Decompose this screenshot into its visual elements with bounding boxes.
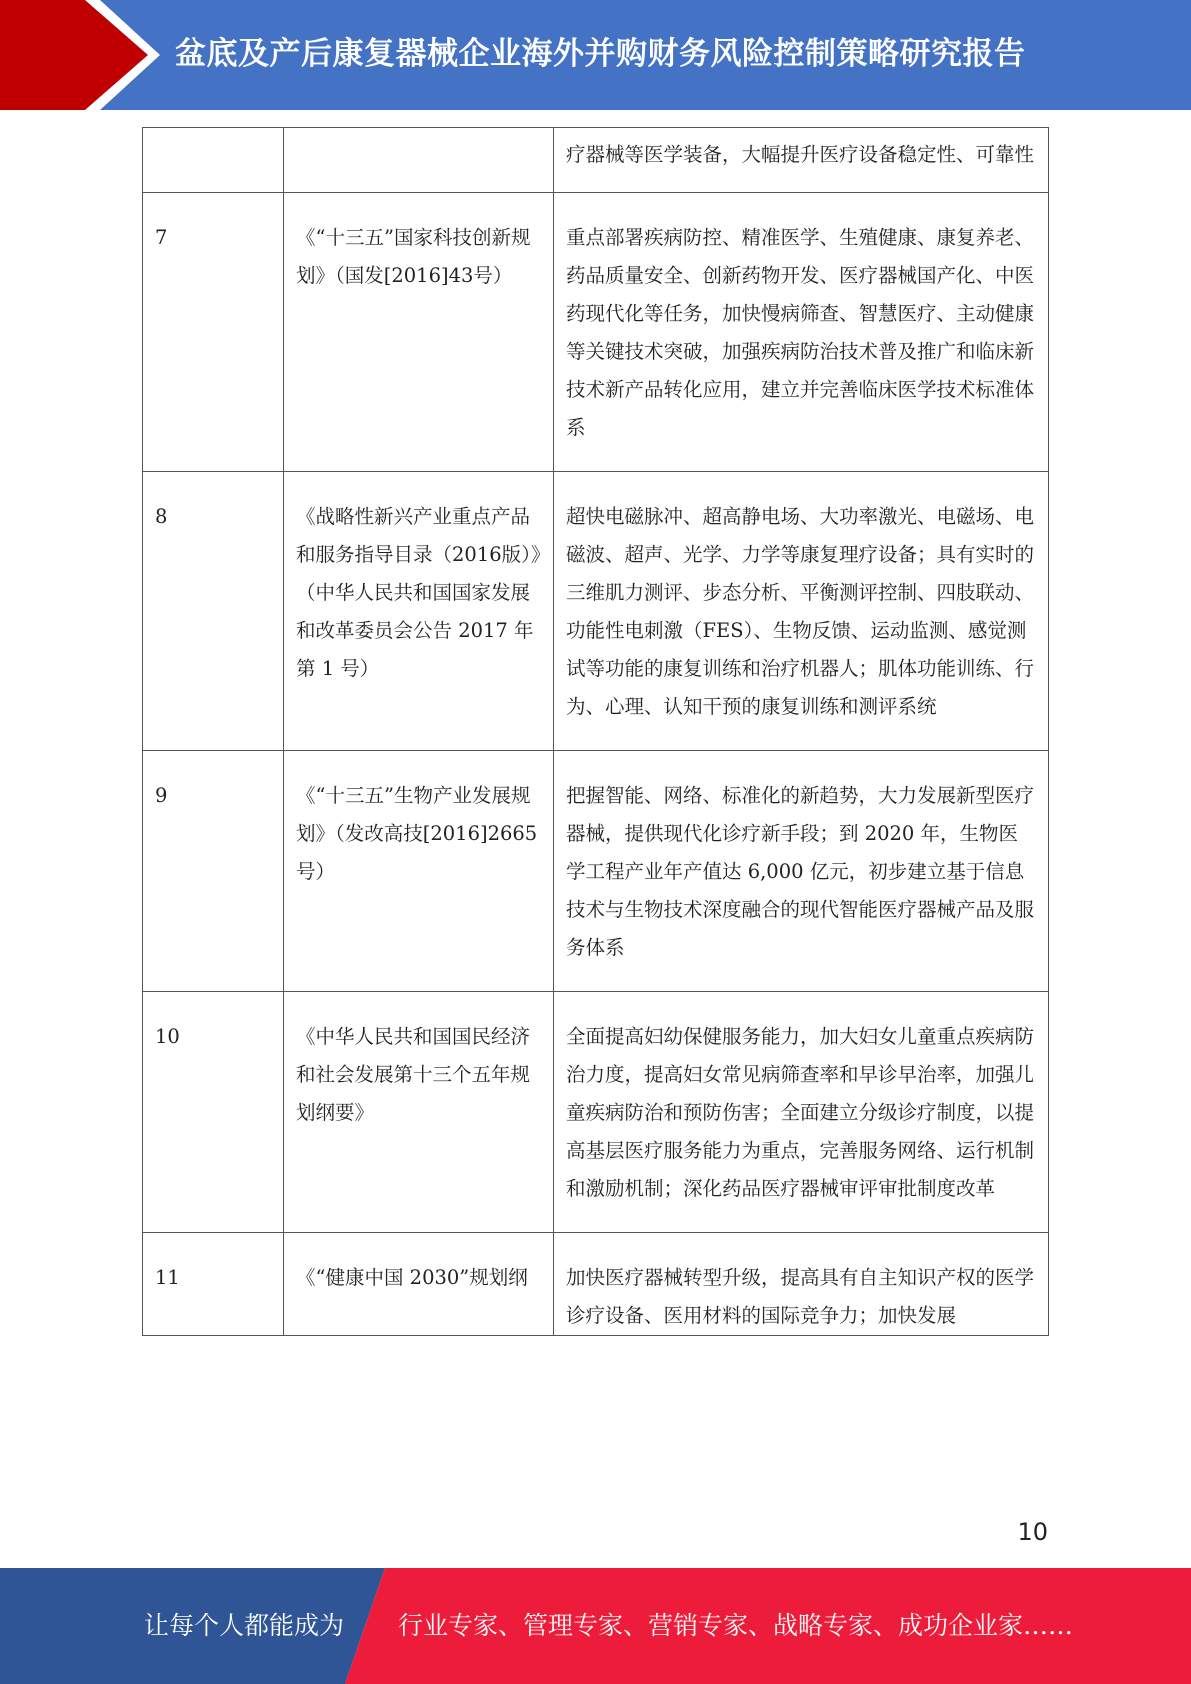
page-number: 10: [1017, 1518, 1048, 1546]
page-footer: [0, 1568, 1191, 1684]
page-header: [0, 0, 1191, 110]
policy-content-cell: 全面提高妇幼保健服务能力，加大妇女儿童重点疾病防治力度，提高妇女常见病筛查率和早诊早治率，加强儿童疾病防治和预防伤害；全面建立分级诊疗制度，以提高基层医疗服务能力为重点，完善服务网络、运行机制和激励机制；深化药品医疗器械审评审批制度改革: [554, 992, 1049, 1233]
table-row: [143, 472, 1049, 751]
row-number-cell: 11: [143, 1233, 284, 1336]
table-row: [143, 751, 1049, 992]
policy-content-cell: 加快医疗器械转型升级，提高具有自主知识产权的医学诊疗设备、医用材料的国际竞争力；加快发展: [554, 1233, 1049, 1336]
footer-slogan-right: 行业专家、管理专家、营销专家、战略专家、成功企业家……: [398, 1611, 1074, 1640]
policy-content-cell: 重点部署疾病防控、精准医学、生殖健康、康复养老、药品质量安全、创新药物开发、医疗器械国产化、中医药现代化等任务，加快慢病筛查、智慧医疗、主动健康等关键技术突破，加强疾病防治技术普及推广和临床新技术新产品转化应用，建立并完善临床医学技术标准体系: [554, 193, 1049, 472]
table-row: [143, 1233, 1049, 1336]
footer-slogan-left: 让每个人都能成为: [144, 1611, 345, 1640]
table-row: [143, 128, 1049, 193]
policy-content-cell: 超快电磁脉冲、超高静电场、大功率激光、电磁场、电磁波、超声、光学、力学等康复理疗设备；具有实时的三维肌力测评、步态分析、平衡测评控制、四肢联动、功能性电刺激（FES）、生物反馈、运动监测、感觉测试等功能的康复训练和治疗机器人；肌体功能训练、行为、心理、认知干预的康复训练和测评系统: [554, 472, 1049, 751]
policy-name-cell: 《“健康中国 2030”规划纲: [284, 1233, 554, 1336]
report-title: 盆底及产后康复器械企业海外并购财务风险控制策略研究报告: [175, 36, 1026, 72]
row-number-cell: 10: [143, 992, 284, 1233]
table-row: [143, 193, 1049, 472]
policy-name-cell: 《中华人民共和国国民经济和社会发展第十三个五年规划纲要》: [284, 992, 554, 1233]
policy-name-cell: [284, 128, 554, 193]
row-number-cell: 7: [143, 193, 284, 472]
table-row: [143, 992, 1049, 1233]
policy-table: [142, 127, 1049, 1336]
policy-name-cell: 《“十三五”国家科技创新规划》（国发[2016]43号）: [284, 193, 554, 472]
row-number-cell: [143, 128, 284, 193]
policy-name-cell: 《“十三五”生物产业发展规划》（发改高技[2016]2665 号）: [284, 751, 554, 992]
policy-content-cell: 把握智能、网络、标准化的新趋势，大力发展新型医疗器械，提供现代化诊疗新手段；到 2020 年，生物医学工程产业年产值达 6,000 亿元，初步建立基于信息技术与生物技术深度融合的现代智能医疗器械产品及服务体系: [554, 751, 1049, 992]
row-number-cell: 8: [143, 472, 284, 751]
policy-name-cell: 《战略性新兴产业重点产品和服务指导目录（2016版）》（中华人民共和国国家发展和改革委员会公告 2017 年第 1 号）: [284, 472, 554, 751]
row-number-cell: 9: [143, 751, 284, 992]
policy-content-cell: 疗器械等医学装备，大幅提升医疗设备稳定性、可靠性: [554, 128, 1049, 193]
